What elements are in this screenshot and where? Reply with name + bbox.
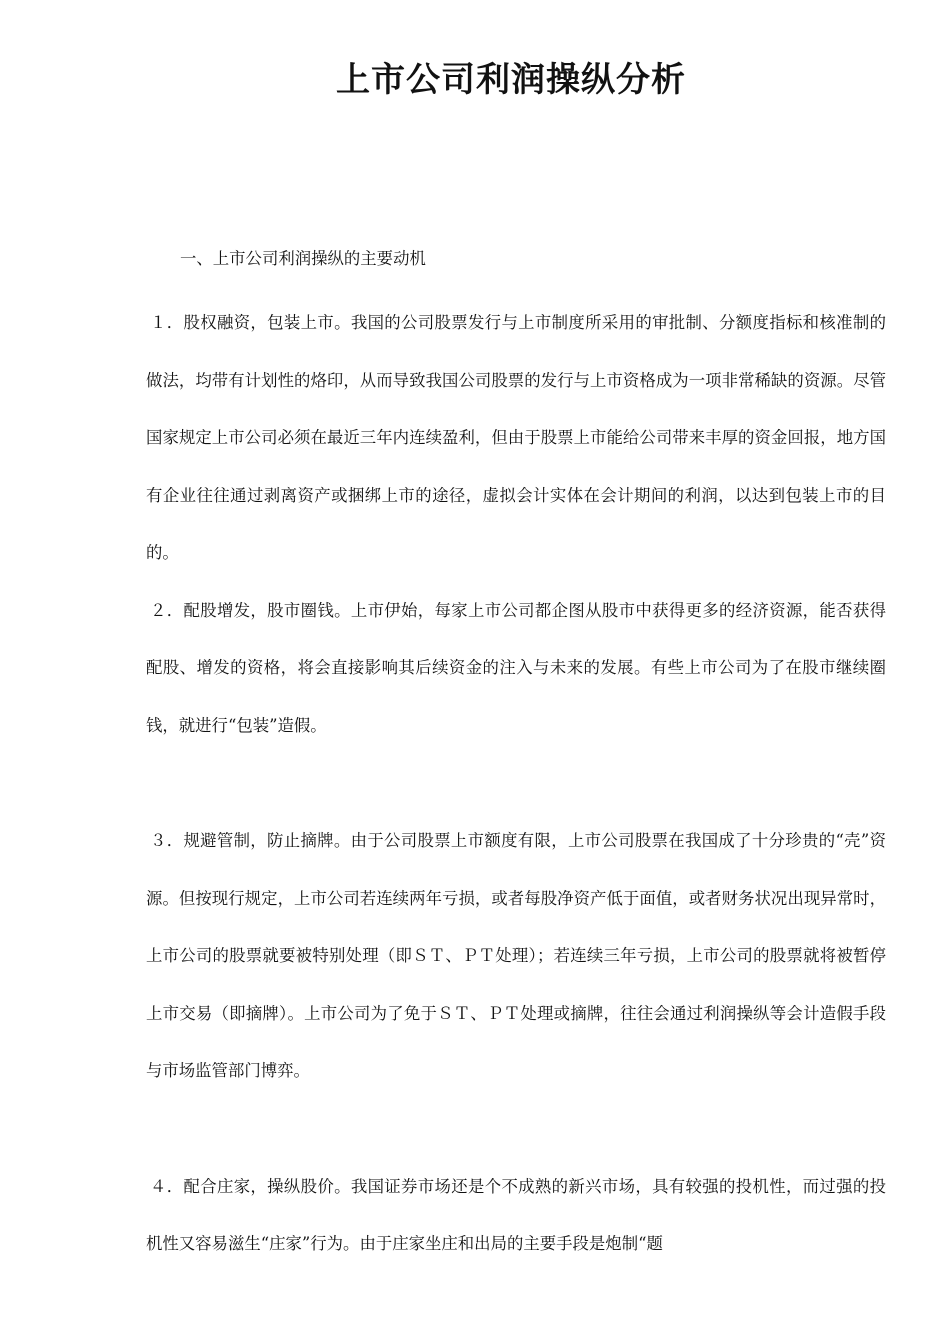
paragraph-text: 股权融资，包装上市。我国的公司股票发行与上市制度所采用的审批制、分额度指标和核准制的做法，均带有计划性的烙印，从而导致我国公司股票的发行与上市资格成为一项非常稀缺的资源。尽管国家规定上市公司必须在最近三年内连续盈利，但由于股票上市能给公司带来丰厚的资金回报，地方国有企业往往通过剥离资产或捆绑上市的途径，虚拟会计实体在会计期间的利润，以达到包装上市的目的。 (146, 313, 887, 562)
paragraph-4 (146, 1158, 886, 1273)
paragraph-text: 规避管制，防止摘牌。由于公司股票上市额度有限，上市公司股票在我国成了十分珍贵的“壳”资源。但按现行规定，上市公司若连续两年亏损，或者每股净资产低于面值，或者财务状况出现异常时，上市公司的股票就要被特别处理（即ＳＴ、ＰＴ处理）；若连续三年亏损，上市公司的股票就将被暂停上市交易（即摘牌）。上市公司为了免于ＳＴ、ＰＴ处理或摘牌，往往会通过利润操纵等会计造假手段与市场监管部门博弈。 (146, 831, 886, 1080)
paragraph-2 (146, 582, 886, 755)
paragraph-text: 配合庄家，操纵股价。我国证券市场还是个不成熟的新兴市场，具有较强的投机性，而过强的投机性又容易滋生“庄家”行为。由于庄家坐庄和出局的主要手段是炮制“题 (146, 1176, 887, 1253)
paragraph-spacer (146, 1100, 886, 1158)
paragraph-spacer (146, 754, 886, 812)
paragraph-number: ３． (150, 831, 184, 850)
paragraph-text: 配股增发，股市圈钱。上市伊始，每家上市公司都企图从股市中获得更多的经济资源，能否获得配股、增发的资格，将会直接影响其后续资金的注入与未来的发展。有些上市公司为了在股市继续圈钱，就进行“包装”造假。 (146, 600, 887, 735)
section-heading: 一、上市公司利润操纵的主要动机 (180, 249, 426, 268)
paragraph-number: １． (150, 313, 184, 332)
paragraph-3 (146, 812, 886, 1100)
paragraph-number: ２． (150, 600, 184, 620)
paragraph-1 (146, 294, 886, 582)
document-body (146, 244, 886, 1273)
paragraph-number: ４． (150, 1176, 184, 1196)
document-title: 上市公司利润操纵分析 (336, 60, 686, 100)
